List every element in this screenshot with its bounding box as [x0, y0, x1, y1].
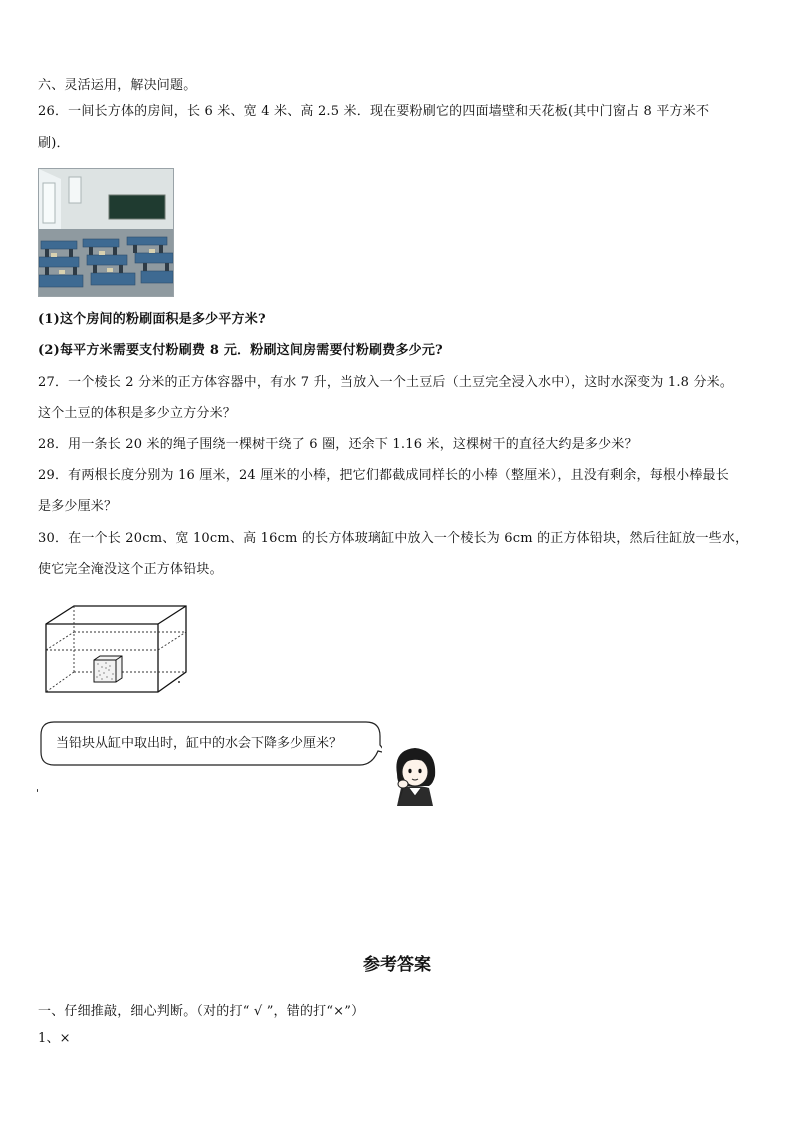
section-six-title: 六、灵活运用，解决问题。: [38, 78, 197, 93]
question-29-line-1: 29．有两根长度分别为 16 厘米，24 厘米的小棒，把它们都截成同样长的小棒（整厘米），且没有剩余，每根小棒最长: [38, 468, 729, 483]
question-27-line-2: 这个土豆的体积是多少立方分米？: [38, 406, 237, 421]
stray-dot: [178, 681, 180, 683]
answer-item-1: 1、×: [38, 1031, 71, 1046]
question-26-sub-1: (1)这个房间的粉刷面积是多少平方米?: [38, 312, 266, 327]
thinking-girl-cartoon: [383, 744, 443, 806]
glass-tank-diagram: [44, 604, 190, 698]
question-30-line-1: 30．在一个长 20cm、宽 10cm、高 16cm 的长方体玻璃缸中放入一个棱长为 6cm 的正方体铅块，然后往缸放一些水，: [38, 531, 749, 546]
question-29-line-2: 是多少厘米？: [38, 499, 118, 514]
question-27-line-1: 27．一个棱长 2 分米的正方体容器中，有水 7 升，当放入一个土豆后（土豆完全浸入水中），这时水深变为 1.8 分米。: [38, 375, 734, 390]
question-26-sub-2: (2)每平方米需要支付粉刷费 8 元．粉刷这间房需要付粉刷费多少元?: [38, 343, 443, 358]
stray-mark: [37, 789, 38, 792]
answers-section-one-title: 一、仔细推敲，细心判断。（对的打“ √ ”，错的打“×”）: [38, 1004, 365, 1019]
question-30-line-2: 使它完全淹没这个正方体铅块。: [38, 562, 223, 577]
classroom-photo: [38, 168, 174, 297]
answers-heading: 参考答案: [363, 955, 431, 975]
speech-bubble-text: 当铅块从缸中取出时，缸中的水会下降多少厘米？: [56, 736, 343, 751]
question-28-line-1: 28．用一条长 20 米的绳子围绕一棵树干绕了 6 圈，还余下 1.16 米，这棵树干的直径大约是多少米？: [38, 437, 638, 452]
question-26-line-1: 26．一间长方体的房间，长 6 米、宽 4 米、高 2.5 米．现在要粉刷它的四面墙壁和天花板(其中门窗占 8 平方米不: [38, 104, 710, 119]
question-26-line-2: 刷)．: [38, 136, 70, 151]
